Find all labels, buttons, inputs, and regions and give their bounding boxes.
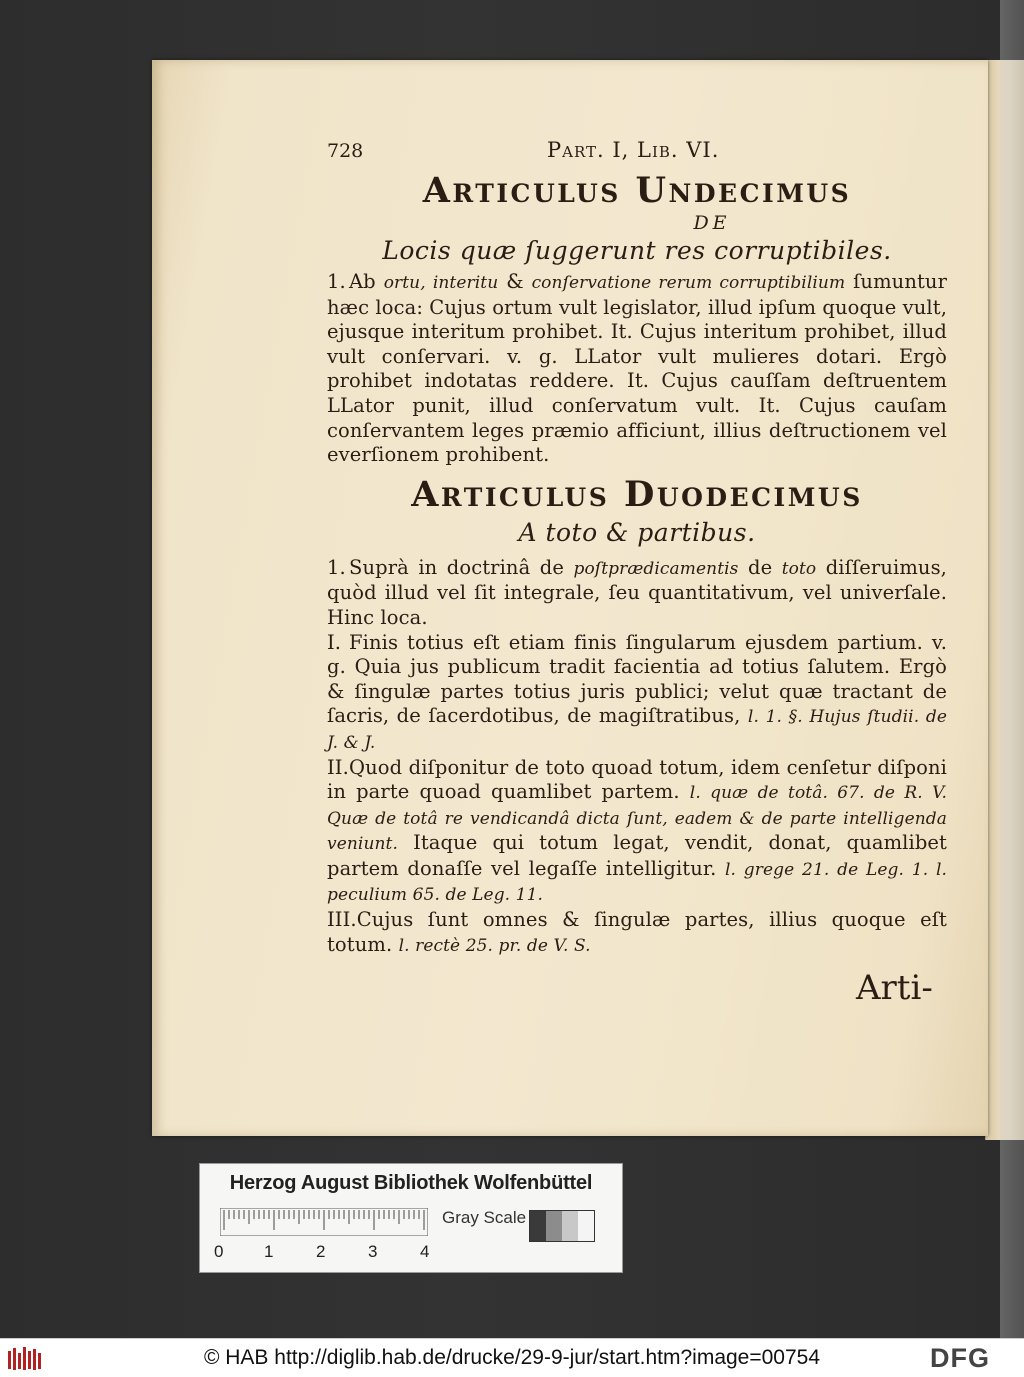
gray-swatch-2	[546, 1211, 562, 1241]
article-12-paragraph-1: 1. Suprà in doctrinâ de poſtprædicamentis de toto diſſeruimus, quòd illud vel ſit integrale, ſeu quantitativum, vel univerſale. Hinc loca.	[327, 555, 947, 629]
ruler-digit-3: 3	[368, 1242, 378, 1261]
article-12-rule-1: I. Finis totius eſt etiam finis ſingularum ejusdem partium. v. g. Quia jus publicum tradit facientia ad totius ſalutem. Ergò & ſingulæ partes totius juris publici; velut quæ tractant de ſacris, de ſacerdotibus, de magiſtratibus, l. 1. §. Hujus ſtudii. de J. & J.	[327, 630, 947, 753]
ruler-scale	[220, 1208, 428, 1236]
page-text-block	[327, 136, 947, 958]
library-color-card	[199, 1163, 623, 1273]
gray-swatch-1	[530, 1211, 546, 1241]
gray-swatch-4	[578, 1211, 594, 1241]
gray-scale-swatches	[529, 1210, 595, 1242]
catchword: Arti-	[856, 968, 933, 1008]
dfg-logo: DFG	[930, 1343, 990, 1373]
running-head	[327, 136, 947, 170]
source-url-link[interactable]: © HAB http://diglib.hab.de/drucke/29-9-jur/start.htm?image=00754	[203, 1346, 821, 1369]
ruler-digit-0: 0	[214, 1242, 224, 1261]
gray-scale-label: Gray Scale	[442, 1208, 527, 1227]
page-number: 728	[327, 140, 364, 162]
article-11-de: DE	[693, 212, 731, 234]
ruler-digit-4: 4	[420, 1242, 430, 1261]
article-12-rule-3: III.Cujus ſunt omnes & ſingulæ partes, illius quoque eſt totum. l. rectè 25. pr. de V. S.	[327, 908, 947, 956]
article-12-subtitle: A toto & partibus.	[518, 517, 756, 547]
ruler-digit-1: 1	[264, 1242, 274, 1261]
article-11-subtitle: Locis quæ ſuggerunt res corruptibiles.	[382, 236, 892, 265]
article-12-title: Articulus Duodecimus	[411, 473, 863, 515]
ruler-digit-2: 2	[316, 1242, 326, 1261]
footer-bar	[0, 1338, 1024, 1377]
institution-name: Herzog August Bibliothek Wolfenbüttel	[229, 1172, 593, 1194]
article-11-title: Articulus Undecimus	[422, 170, 852, 211]
facing-page-shadow	[1000, 0, 1024, 1338]
gray-swatch-3	[562, 1211, 578, 1241]
running-head-title: Part. I, Lib. VI.	[547, 138, 720, 162]
article-12-rule-2: II.Quod diſponitur de toto quoad totum, idem cenſetur diſponi in parte quoad quamlibet partem. l. quæ de totâ. 67. de R. V. Quæ de totâ re vendicandâ dicta ſunt, eadem & de parte intelligenda veniunt. Itaque qui totum legat, vendit, donat, quamlibet partem donaſſe vel legaſſe intelligitur. l. grege 21. de Leg. 1. l. peculium 65. de Leg. 11.	[327, 755, 947, 906]
article-11-paragraph-1: 1. Ab ortu, interitu & conſervatione rerum corruptibilium ſumuntur hæc loca: Cujus ortum vult legislator, illud ipſum quoque vult, ejusque interitum prohibet. It. Cujus interitum prohibet, illud vult conſervari. v. g. LLator vult mulieres dotari. Ergò prohibet indotatas reddere. It. Cujus cauſſam deſtruentem LLator punit, illud conſervatum vult. It. Cujus cauſam conſervantem leges præmio afficiunt, illius deſtructionem vel everſionem prohibent.	[327, 270, 947, 467]
